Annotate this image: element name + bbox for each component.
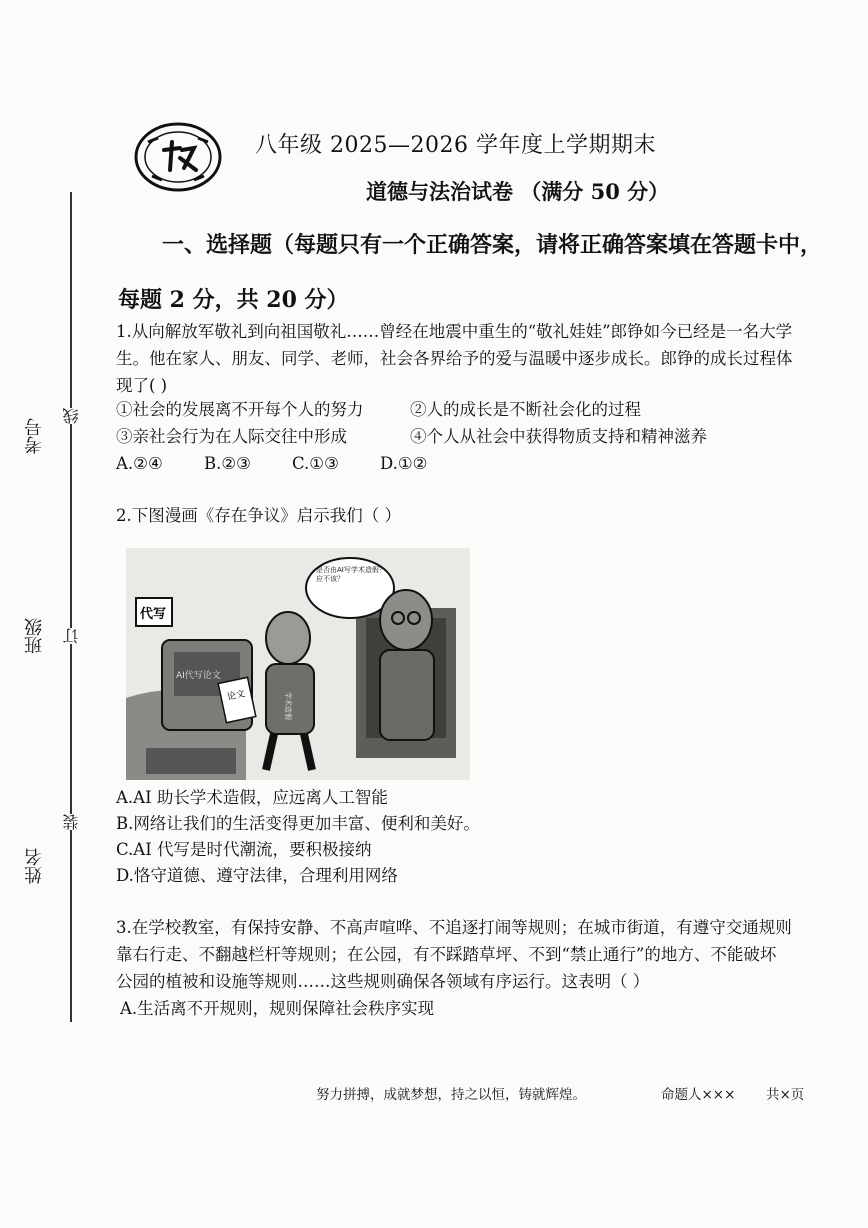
- cartoon-paper-text: 论文: [226, 689, 247, 703]
- question-1-option-b[interactable]: B.②③: [204, 454, 251, 473]
- cartoon-robot-text: AI代写论文: [176, 671, 221, 681]
- exam-number-label: 考号: [24, 418, 45, 454]
- footer-pages: 共×页: [766, 1087, 805, 1103]
- question-1-option-d[interactable]: D.①②: [380, 454, 428, 473]
- question-1-item-4: ④个人从社会中获得物质支持和精神滋养: [410, 427, 707, 446]
- cartoon-image: [126, 548, 470, 780]
- exam-title: 八年级 2025—2026 学年度上学期期末: [255, 133, 656, 158]
- cartoon-sign-text: 代写: [140, 607, 167, 622]
- question-1-item-1: ①社会的发展离不开每个人的努力: [116, 400, 364, 419]
- school-logo: [134, 122, 222, 192]
- question-1-option-a[interactable]: A.②④: [116, 454, 163, 473]
- question-1-option-c[interactable]: C.①③: [292, 454, 339, 473]
- question-2-option-a[interactable]: A.AI 助长学术造假，应远离人工智能: [116, 788, 388, 807]
- binding-mark-bind: 订: [62, 628, 81, 644]
- question-1-item-2: ②人的成长是不断社会化的过程: [410, 400, 641, 419]
- section-heading: 一、选择题（每题只有一个正确答案，请将正确答案填在答题卡中，: [162, 232, 823, 258]
- binding-line: [70, 192, 72, 1022]
- question-3-option-a[interactable]: A.生活离不开规则，规则保障社会秩序实现: [120, 999, 435, 1018]
- footer-motto: 努力拼搏，成就梦想，持之以恒，铸就辉煌。: [316, 1087, 586, 1103]
- question-1-stem: 1.从向解放军敬礼到向祖国敬礼……曾经在地震中重生的“敬礼娃娃”郎铮如今已经是一名大学 生。他在家人、朋友、同学、老师，社会各界给予的爱与温暖中逐步成长。郎铮的成长过程体 现了( ): [116, 322, 793, 395]
- question-1-item-3: ③亲社会行为在人际交往中形成: [116, 427, 347, 446]
- footer-author: 命题人×××: [661, 1087, 736, 1103]
- cartoon-bubble-text: 是否由AI写学术造假？应不该？: [316, 566, 386, 583]
- question-2-option-b[interactable]: B.网络让我们的生活变得更加丰富、便利和美好。: [116, 814, 480, 833]
- question-2-option-d[interactable]: D.恪守道德、遵守法律，合理利用网络: [116, 866, 398, 885]
- class-label: 班级: [24, 618, 45, 654]
- section-heading-continued: 每题 2 分，共 20 分）: [118, 287, 349, 313]
- exam-subtitle: 道德与法治试卷 （满分 50 分）: [366, 179, 670, 204]
- name-label: 姓名: [24, 848, 45, 884]
- question-3-stem: 3.在学校教室，有保持安静、不高声喧哗、不追逐打闹等规则；在城市街道，有遵守交通规则 靠右行走、不翻越栏杆等规则；在公园，有不踩踏草坪、不到“禁止通行”的地方、不能破坏 公园的植被和设施等规则……这些规则确保各领域有序运行。这表明（ ）: [116, 918, 792, 991]
- cartoon-shirt-text: 学术造假: [284, 692, 292, 720]
- binding-mark-line: 线: [62, 408, 81, 424]
- question-2-stem: 2.下图漫画《存在争议》启示我们（ ）: [116, 506, 401, 525]
- question-2-option-c[interactable]: C.AI 代写是时代潮流，要积极接纳: [116, 840, 372, 859]
- binding-mark-seal: 装: [62, 814, 81, 830]
